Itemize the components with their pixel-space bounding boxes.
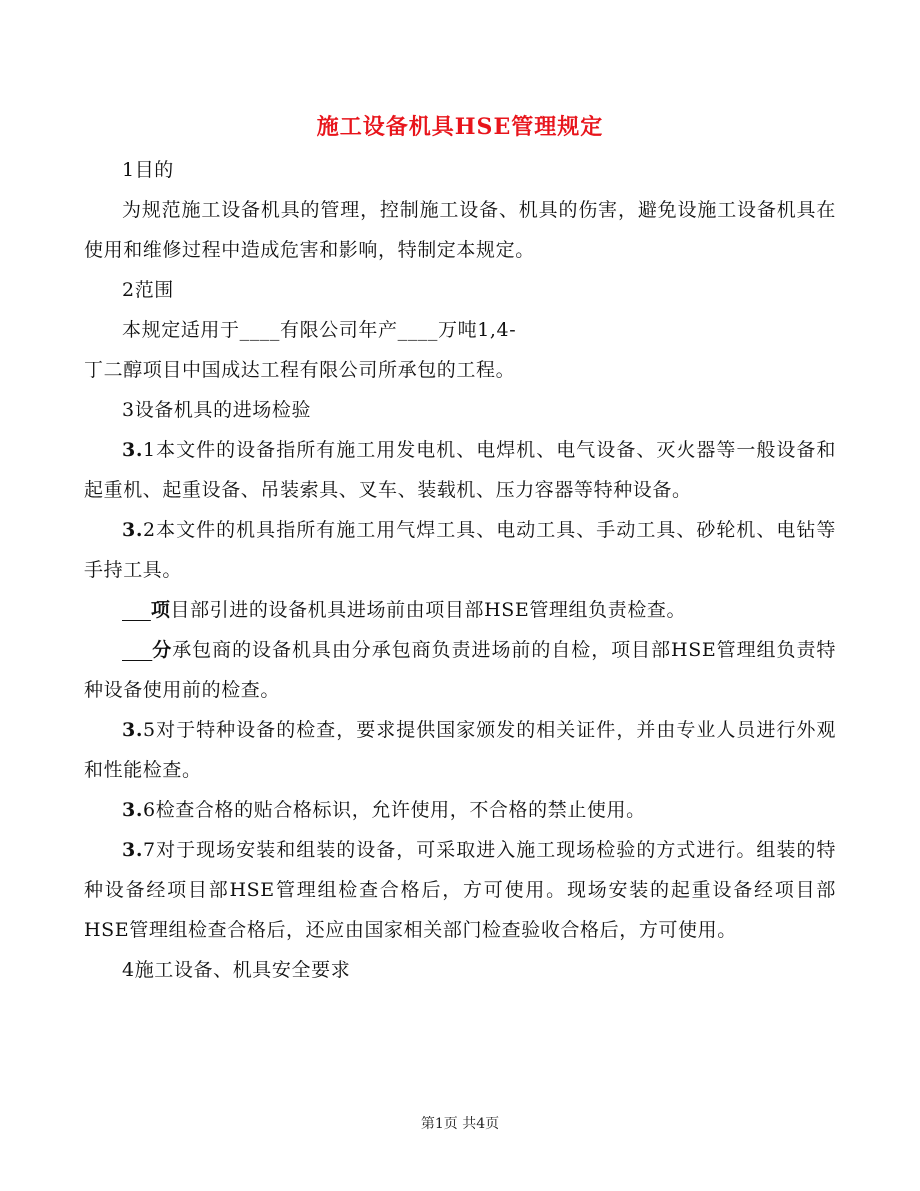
- clause-3-1: [84, 430, 836, 510]
- clause-text: 目部引进的设备机具进场前由项目部HSE管理组负责检查。: [170, 599, 687, 621]
- clause-number: 3.: [122, 439, 144, 461]
- document-body: [84, 150, 836, 990]
- clause-number: 3.: [122, 839, 144, 861]
- page-footer: 第1页 共4页: [420, 1116, 500, 1132]
- document-title: 施工设备机具HSE管理规定: [316, 114, 604, 140]
- clause-number: 3.: [122, 519, 144, 541]
- paragraph-purpose: 为规范施工设备机具的管理，控制施工设备、机具的伤害，避免设施工设备机具在使用和维修过程中造成危害和影响，特制定本规定。: [84, 199, 836, 261]
- section-heading-inspection: 3设备机具的进场检验: [122, 399, 312, 421]
- clause-lead-char: 分: [152, 639, 173, 661]
- clause-3-2: [84, 510, 836, 590]
- clause-number: 3.: [122, 719, 144, 741]
- section-heading-safety: 4施工设备、机具安全要求: [122, 959, 351, 981]
- section-heading-purpose: 1目的: [122, 159, 174, 181]
- clause-number: 3.: [122, 799, 144, 821]
- clause-3-3: [84, 590, 836, 630]
- clause-text: 承包商的设备机具由分承包商负责进场前的自检，项目部HSE管理组负责特种设备使用前的检查。: [84, 639, 837, 701]
- clause-3-7: [84, 830, 836, 950]
- clause-text: 7对于现场安装和组装的设备，可采取进入施工现场检验的方式进行。组装的特种设备经项目部HSE管理组检查合格后，方可使用。现场安装的起重设备经项目部HSE管理组检查合格后，还应由国家相关部门检查验收合格后，方可使用。: [84, 839, 836, 941]
- clause-text: 2本文件的机具指所有施工用气焊工具、电动工具、手动工具、砂轮机、电钻等手持工具。: [84, 519, 836, 581]
- clause-lead-char: 项: [150, 599, 171, 621]
- section-heading-scope: 2范围: [122, 279, 174, 301]
- clause-text: 5对于特种设备的检查，要求提供国家颁发的相关证件，并由专业人员进行外观和性能检查。: [84, 719, 836, 781]
- paragraph-scope-line1: 本规定适用于____有限公司年产____万吨1,4-: [122, 319, 517, 341]
- clause-text: 6检查合格的贴合格标识，允许使用，不合格的禁止使用。: [143, 799, 646, 821]
- clause-3-5: [84, 710, 836, 790]
- clause-3-6: [84, 790, 836, 830]
- blank-field: [122, 599, 151, 621]
- paragraph-scope-line2: 丁二醇项目中国成达工程有限公司所承包的工程。: [84, 359, 516, 381]
- blank-field: [122, 639, 152, 661]
- clause-text: 1本文件的设备指所有施工用发电机、电焊机、电气设备、灭火器等一般设备和起重机、起重设备、吊装索具、叉车、装载机、压力容器等特种设备。: [84, 439, 836, 501]
- clause-3-4: [84, 630, 836, 710]
